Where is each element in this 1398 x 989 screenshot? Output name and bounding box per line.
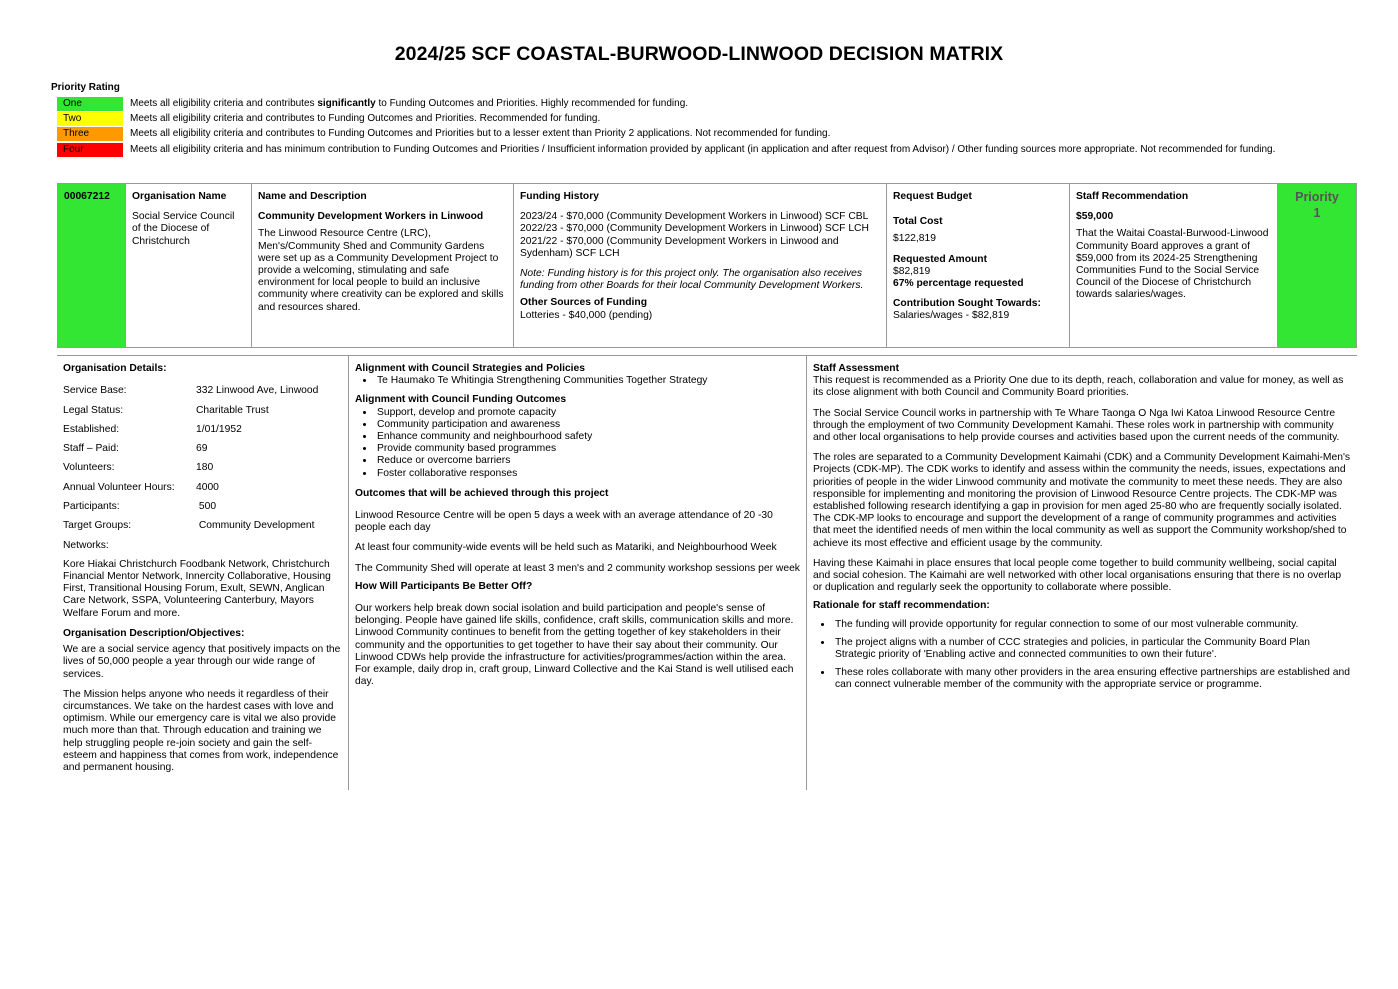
staff-recommendation-amount: $59,000 xyxy=(1076,211,1114,223)
assessment-paragraph: The Social Service Council works in partnership with Te Whare Taonga O Nga Iwi Katoa Linwood Resource Centre through the employment of two Community Development Kamahi. These roles work in partnership with community and other local organisations to help provide courses and activities based upon the current needs of the community. xyxy=(813,407,1340,444)
description-cell xyxy=(252,184,514,348)
detail-row: Annual Volunteer Hours: 4000 xyxy=(63,481,219,493)
strategy-item: • Te Haumako Te Whitingia Strengthening Communities Together Strategy xyxy=(375,375,800,387)
requested-amount-value: $82,819 xyxy=(893,265,931,277)
detail-row: Target Groups: Community Development xyxy=(63,520,315,532)
org-name: Social Service Council of the Diocese of Christchurch xyxy=(132,211,235,247)
detail-row: Service Base: 332 Linwood Ave, Linwood xyxy=(63,385,319,397)
page-title: 2024/25 SCF COASTAL-BURWOOD-LINWOOD DECISION MATRIX xyxy=(394,43,1004,65)
application-id: 00067212 xyxy=(58,184,126,348)
priority-swatch-two: Two xyxy=(57,112,123,126)
funding-history-cell xyxy=(514,184,887,348)
funding-outcomes-heading: Alignment with Council Funding Outcomes xyxy=(355,394,567,406)
networks-text: Kore Hiakai Christchurch Foodbank Network, Christchurch Financial Mentor Network, Innercity Collaborative, Housing First, Transitional Housing Forum, Exult, SEWN, Anglican Care Network, SSPA, Volunteering Canterbury, Mayors Welfare Forum and more. xyxy=(63,558,331,619)
achieved-heading: Outcomes that will be achieved through this project xyxy=(355,487,609,499)
achieved-item: At least four community-wide events will be held such as Matariki, and Neighbourhood Week xyxy=(355,542,777,554)
priority-text-four: Meets all eligibility criteria and has minimum contribution to Funding Outcomes and Priorities / Insufficient information provided by applicant (in application and after request from Advisor) / Other funding sources more appropriate. Not recommended for funding. xyxy=(130,144,1276,155)
assessment-paragraph: This request is recommended as a Priority One due to its depth, reach, collaboration and value for money, as well as its close alignment with both Council and Community Board priorities. xyxy=(813,375,1344,399)
project-description: The Linwood Resource Centre (LRC), Men's/Community Shed and Community Gardens were set up as a Community Development Project to provide a welcoming, stimulating and safe environment for local people to build an inclusive community where creativity can be explored and skills and resources shared. xyxy=(258,228,504,313)
outcome-item: • Provide community based programmes xyxy=(375,443,800,455)
achieved-item: Linwood Resource Centre will be open 5 days a week with an average attendance of 20 -30 people each day xyxy=(355,510,773,534)
priority-cell xyxy=(1278,184,1357,348)
priority-swatch-three: Three xyxy=(57,127,123,141)
detail-row: Participants: 500 xyxy=(63,500,217,512)
project-name: Community Development Workers in Linwood xyxy=(258,211,484,223)
request-budget-heading: Request Budget xyxy=(893,191,972,202)
priority-text-one: Meets all eligibility criteria and contributes significantly to Funding Outcomes and Priorities. Highly recommended for funding. xyxy=(130,98,689,109)
other-sources: Lotteries - $40,000 (pending) xyxy=(520,309,653,321)
staff-recommendation-text: That the Waitai Coastal-Burwood-Linwood Community Board approves a grant of $59,000 from its 2024-25 Strengthening Communities Fund to the Social Service Council of the Diocese of Christchurch towards salaries/wages. xyxy=(1076,228,1269,301)
funding-history-heading: Funding History xyxy=(520,191,599,202)
priority-rating-heading: Priority Rating xyxy=(51,82,120,93)
priority-swatch-four: Four xyxy=(57,143,123,157)
priority-row-two xyxy=(57,112,1310,126)
funding-history-item: 2021/22 - $70,000 (Community Development Workers in Linwood and Sydenham) SCF LCH xyxy=(520,235,839,259)
org-description-heading: Organisation Description/Objectives: xyxy=(63,627,245,639)
other-sources-heading: Other Sources of Funding xyxy=(520,297,647,309)
outcome-item: • Enhance community and neighbourhood safety xyxy=(375,431,800,443)
total-cost-label: Total Cost xyxy=(893,216,943,228)
details-section xyxy=(57,355,1357,790)
rationale-item: • These roles collaborate with many other providers in the area ensuring effective partnerships are established and can connect vulnerable member of the community with the appropriate service or programme. xyxy=(833,667,1351,691)
achieved-item: The Community Shed will operate at least 3 men's and 2 community workshop sessions per week xyxy=(355,562,800,574)
organisation-details-column xyxy=(57,356,349,790)
alignment-column xyxy=(349,356,807,790)
detail-row: Volunteers: 180 xyxy=(63,462,214,474)
outcome-item: • Foster collaborative responses xyxy=(375,468,800,480)
priority-text-three: Meets all eligibility criteria and contributes to Funding Outcomes and Priorities but to a lesser extent than Priority 2 applications. Not recommended for funding. xyxy=(130,128,831,139)
funding-note: Note: Funding history is for this project only. The organisation also receives funding from other Boards for their local Community Development Workers. xyxy=(520,268,864,292)
priority-value: 1 xyxy=(1313,206,1321,221)
org-description-p2: The Mission helps anyone who needs it regardless of their circumstances. We take on the hardest cases with love and optimism. While our emergency care is vital we also provide much more than that. Through education and training we help struggling people re-join society and gain the self-esteem and happiness that comes from work, independence and permanent housing. xyxy=(63,688,339,773)
org-description-p1: We are a social service agency that positively impacts on the lives of 50,000 people a year through our wide range of services. xyxy=(63,644,341,680)
priority-text-two: Meets all eligibility criteria and contributes to Funding Outcomes and Priorities. Recommended for funding. xyxy=(130,113,601,124)
priority-row-one xyxy=(57,97,1310,111)
priority-row-four xyxy=(57,143,1310,157)
outcome-item: • Reduce or overcome barriers xyxy=(375,455,800,467)
priority-label: Priority xyxy=(1295,190,1339,204)
detail-row: Established: 1/01/1952 xyxy=(63,423,242,435)
rationale-item: • The funding will provide opportunity for regular connection to some of our most vulnerable community. xyxy=(833,619,1351,631)
requested-amount-label: Requested Amount xyxy=(893,253,988,265)
staff-assessment-column xyxy=(807,356,1357,790)
funding-history-item: 2023/24 - $70,000 (Community Development Workers in Linwood) SCF CBL xyxy=(520,211,869,223)
contribution-value: Salaries/wages - $82,819 xyxy=(893,310,1010,322)
assessment-paragraph: Having these Kaimahi in place ensures that local people come together to build community wellbeing, social capital and social cohesion. The Kaimahi are well networked with other local organisations ensuring that there is no overlap or duplication and regularly seek the opportunity to collaborate where possible. xyxy=(813,557,1342,594)
outcome-item: • Support, develop and promote capacity xyxy=(375,407,800,419)
application-summary-table xyxy=(57,183,1357,348)
org-name-heading: Organisation Name xyxy=(132,191,227,202)
rationale-heading: Rationale for staff recommendation: xyxy=(813,600,990,612)
staff-recommendation-cell xyxy=(1070,184,1278,348)
assessment-paragraph: The roles are separated to a Community Development Kaimahi (CDK) and a Community Development Kaimahi-Men's Projects (CDK-MP). The CDK works to identify and assess within the community the needs, issues, expectations and priorities of people in the wider Linwood community and motivate the community to meet these needs. They are also responsible for implementing and monitoring the provision of Linwood Resource Centre projects. The CDK-MP was established following research identifying a gap in provision for men aged 25-80 who are frequently socially isolated. The CDK-MP looks to encourage and support the development of a range of community programmes and activities that meet the identified needs of men within the local community as well as support the Community workshop/shed to achieve its most effective and efficient usage by the community. xyxy=(813,452,1351,549)
rationale-item: • The project aligns with a number of CCC strategies and policies, in particular the Community Board Plan Strategic priority of 'Enabling active and connected communities to own their future'. xyxy=(833,637,1351,661)
requested-percentage: 67% percentage requested xyxy=(893,278,1024,290)
staff-assessment-heading: Staff Assessment xyxy=(813,363,900,374)
funding-history-item: 2022/23 - $70,000 (Community Development Workers in Linwood) SCF LCH xyxy=(520,223,869,235)
better-off-text: Our workers help break down social isolation and build participation and people's sense of belonging. People have gained life skills, confidence, craft skills, communication skills and more. Linwood Community continues to benefit from the getting together of key stakeholders in their community and the opportunities to get together to have their say about their community. Our Linwood CDWs help provide the infrastructure for activities/programmes/action within the area. For example, daily drop in, craft group, Linward Collective and the Kai Stand is well utilised each day. xyxy=(355,603,794,688)
request-budget-cell xyxy=(887,184,1070,348)
total-cost-value: $122,819 xyxy=(893,233,936,245)
outcome-item: • Community participation and awareness xyxy=(375,419,800,431)
organisation-cell xyxy=(126,184,252,348)
priority-row-three xyxy=(57,127,1310,141)
description-heading: Name and Description xyxy=(258,191,367,202)
detail-row: Legal Status: Charitable Trust xyxy=(63,404,269,416)
strategies-heading: Alignment with Council Strategies and Policies xyxy=(355,363,586,374)
better-off-heading: How Will Participants Be Better Off? xyxy=(355,580,533,592)
detail-row: Staff – Paid: 69 xyxy=(63,443,208,455)
org-details-heading: Organisation Details: xyxy=(63,363,167,374)
priority-swatch-one: One xyxy=(57,97,123,111)
contribution-label: Contribution Sought Towards: xyxy=(893,298,1041,310)
networks-label: Networks: xyxy=(63,539,109,551)
staff-recommendation-heading: Staff Recommendation xyxy=(1076,191,1189,202)
